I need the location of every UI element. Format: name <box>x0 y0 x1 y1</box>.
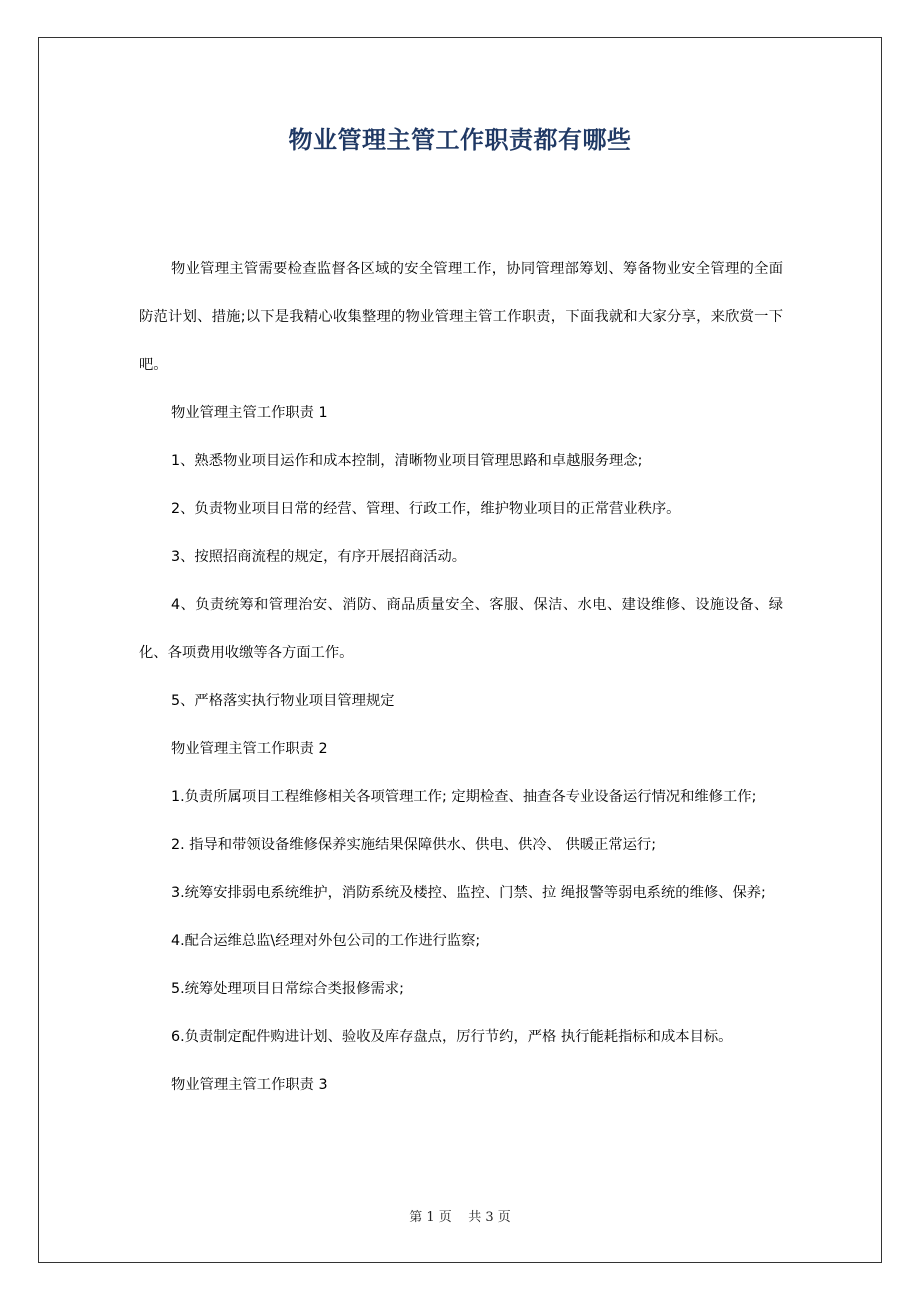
section-heading-1: 物业管理主管工作职责 1 <box>171 405 328 421</box>
duty-item: 4.配合运维总监\经理对外包公司的工作进行监察; <box>171 933 481 949</box>
page-number-footer: 第 1 页 共 3 页 <box>409 1210 511 1225</box>
duty-item: 3.统筹安排弱电系统维护，消防系统及楼控、监控、门禁、拉 绳报警等弱电系统的维修、保养; <box>171 885 766 901</box>
duty-item: 1、熟悉物业项目运作和成本控制，清晰物业项目管理思路和卓越服务理念; <box>171 453 643 469</box>
duty-item: 1.负责所属项目工程维修相关各项管理工作; 定期检查、抽查各专业设备运行情况和维修工作; <box>171 789 757 805</box>
duty-item: 4、负责统筹和管理治安、消防、商品质量安全、客服、保洁、水电、建设维修、设施设备、绿化、各项费用收缴等各方面工作。 <box>139 597 783 661</box>
intro-paragraph: 物业管理主管需要检查监督各区域的安全管理工作，协同管理部筹划、筹备物业安全管理的全面防范计划、措施;以下是我精心收集整理的物业管理主管工作职责，下面我就和大家分享，来欣赏一下吧。 <box>139 261 783 373</box>
section-heading-3: 物业管理主管工作职责 3 <box>171 1077 328 1093</box>
section-heading-2: 物业管理主管工作职责 2 <box>171 741 328 757</box>
duty-item: 5、严格落实执行物业项目管理规定 <box>171 693 395 709</box>
duty-item: 3、按照招商流程的规定，有序开展招商活动。 <box>171 549 467 565</box>
duty-item: 2、负责物业项目日常的经营、管理、行政工作，维护物业项目的正常营业秩序。 <box>171 501 681 517</box>
duty-item: 6.负责制定配件购进计划、验收及库存盘点，厉行节约，严格 执行能耗指标和成本目标。 <box>171 1029 733 1045</box>
document-body <box>139 245 783 1109</box>
document-title: 物业管理主管工作职责都有哪些 <box>288 126 632 154</box>
duty-item: 2. 指导和带领设备维修保养实施结果保障供水、供电、供冷、 供暖正常运行; <box>171 837 657 853</box>
duty-item: 5.统筹处理项目日常综合类报修需求; <box>171 981 404 997</box>
